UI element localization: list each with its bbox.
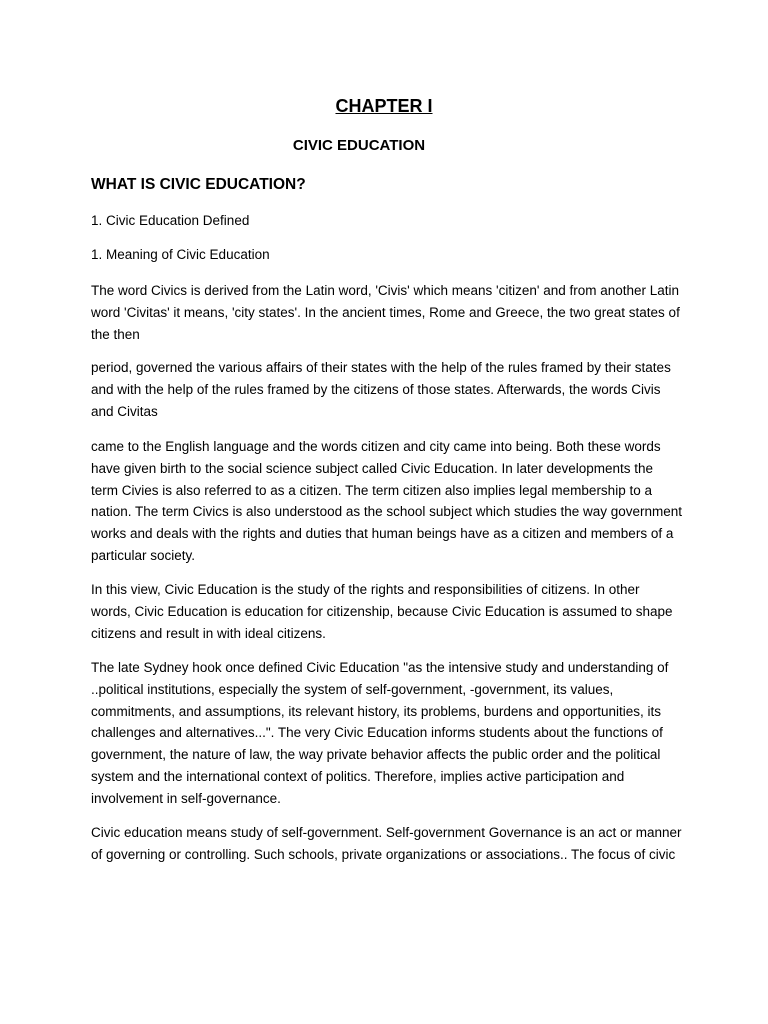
paragraph-6: Civic education means study of self-government. Self-government Governance is an act or manner of governing or controlling. Such schools, private organizations or associations.. The focus of civic <box>91 825 682 862</box>
section-title: CIVIC EDUCATION <box>292 137 426 154</box>
paragraph-5: The late Sydney hook once defined Civic Education "as the intensive study and understanding of ..political institutions, especially the system of self-government, -government, its values, commitments, and assumptions, its relevant history, its problems, burdens and opportunities, its challenges and alternatives...". The very Civic Education informs students about the functions of government, the nature of law, the way private behavior affects the public order and the political system and the international context of politics. Therefore, implies active participation and involvement in self-governance. <box>91 660 669 806</box>
list-item-meaning: 1. Meaning of Civic Education <box>91 247 270 262</box>
paragraph-4: In this view, Civic Education is the study of the rights and responsibilities of citizens. In other words, Civic Education is education for citizenship, because Civic Education is assumed to shape citizens and result in with ideal citizens. <box>91 582 673 641</box>
chapter-title <box>0 95 768 117</box>
chapter-title-text: CHAPTER I <box>335 96 433 116</box>
question-heading: WHAT IS CIVIC EDUCATION? <box>91 176 306 193</box>
list-item-defined: 1. Civic Education Defined <box>91 213 250 228</box>
paragraph-1: The word Civics is derived from the Latin word, 'Civis' which means 'citizen' and from another Latin word 'Civitas' it means, 'city states'. In the ancient times, Rome and Greece, the two great states of the then <box>91 283 680 342</box>
paragraph-2: period, governed the various affairs of their states with the help of the rules framed by their states and with the help of the rules framed by the citizens of those states. Afterwards, the words Civis and Civitas <box>91 360 671 419</box>
paragraph-3: came to the English language and the words citizen and city came into being. Both these words have given birth to the social science subject called Civic Education. In later developments the term Civies is also referred to as a citizen. The term citizen also implies legal membership to a nation. The term Civics is also understood as the school subject which studies the way government works and deals with the rights and duties that human beings have as a citizen and members of a particular society. <box>91 439 683 563</box>
